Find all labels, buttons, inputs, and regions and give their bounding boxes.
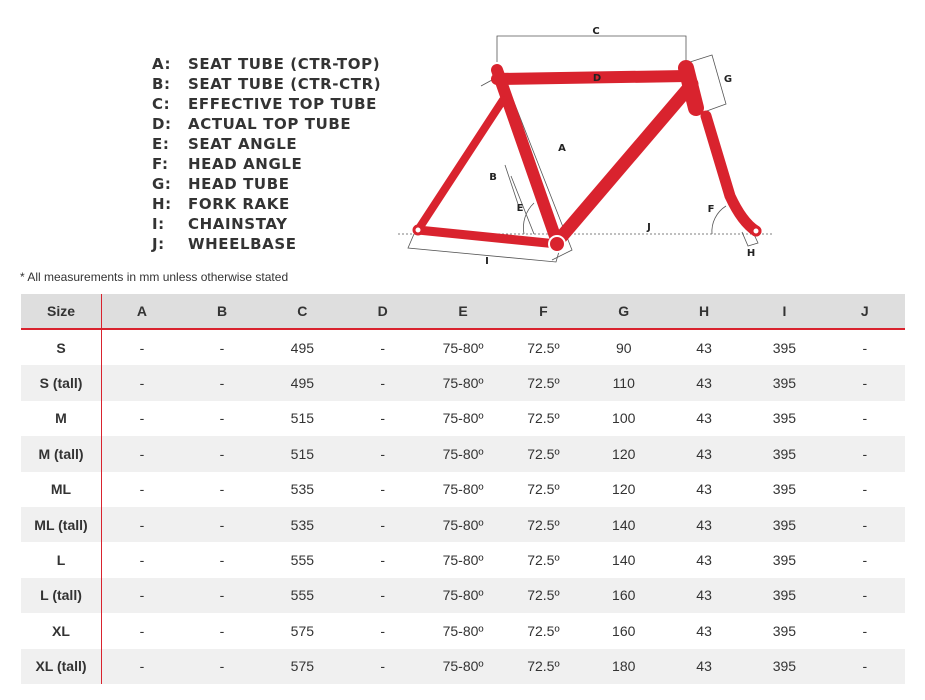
table-cell: - <box>139 481 145 498</box>
table-cell: 75-80º <box>423 649 503 684</box>
geometry-table <box>21 294 905 684</box>
table-cell: - <box>102 365 182 400</box>
legend-label: SEAT ANGLE <box>188 135 298 153</box>
legend-key: J: <box>152 235 165 253</box>
table-cell: 395 <box>744 436 824 471</box>
legend-key: B: <box>152 75 171 93</box>
table-cell: 43 <box>664 436 744 471</box>
table-cell: 495 <box>262 365 342 400</box>
table-cell: 555 <box>290 552 315 569</box>
legend-row-a <box>152 54 381 74</box>
label-g: G <box>723 74 733 85</box>
table-cell: 43 <box>696 410 712 427</box>
table-cell: 140 <box>612 552 636 569</box>
table-cell: - <box>102 507 182 542</box>
table-cell: - <box>102 436 182 471</box>
table-cell: 515 <box>262 436 342 471</box>
table-cell: - <box>862 339 868 356</box>
table-cell: - <box>825 365 905 400</box>
col-header: D <box>343 294 423 329</box>
col-header: Size <box>21 294 102 329</box>
table-cell: 43 <box>696 622 712 639</box>
col-header: F <box>503 294 583 329</box>
table-cell: 72.5º <box>503 578 583 613</box>
table-cell: - <box>343 578 423 613</box>
size-cell: L (tall) <box>21 578 102 613</box>
legend-label: ACTUAL TOP TUBE <box>188 115 352 133</box>
table-cell: 180 <box>584 649 664 684</box>
table-cell: - <box>825 649 905 684</box>
table-cell: - <box>862 410 868 427</box>
table-cell: - <box>219 339 225 356</box>
table-cell: 100 <box>612 410 636 427</box>
frame-geometry-diagram <box>395 18 785 268</box>
table-cell: - <box>219 481 225 498</box>
table-cell: 75-80º <box>442 552 484 569</box>
table-row <box>21 507 905 542</box>
table-row <box>21 649 905 684</box>
table-row <box>21 329 905 365</box>
table-row <box>21 401 905 436</box>
table-cell: 75-80º <box>423 365 503 400</box>
table-cell: - <box>219 410 225 427</box>
table-cell: - <box>380 339 386 356</box>
dimension-c-line <box>497 36 686 66</box>
table-cell: 395 <box>744 578 824 613</box>
table-cell: - <box>343 649 423 684</box>
dimension-b-line <box>505 165 518 204</box>
legend-label: HEAD ANGLE <box>188 155 303 173</box>
table-cell: - <box>182 436 262 471</box>
table-cell: 395 <box>744 365 824 400</box>
table-cell: 395 <box>772 481 797 498</box>
legend-key: G: <box>152 175 172 193</box>
table-cell: 535 <box>290 481 315 498</box>
legend-label: FORK RAKE <box>188 195 290 213</box>
legend-row-g <box>152 174 381 194</box>
legend-label: SEAT TUBE (CTR-TOP) <box>188 55 381 73</box>
table-cell: - <box>825 578 905 613</box>
table-cell: 43 <box>664 365 744 400</box>
table-cell: 395 <box>772 552 797 569</box>
col-header: E <box>423 294 503 329</box>
table-cell: 75-80º <box>442 410 484 427</box>
table-cell: - <box>182 507 262 542</box>
table-cell: 395 <box>744 649 824 684</box>
bike-frame <box>418 68 756 244</box>
legend-key: I: <box>152 215 165 233</box>
legend-key: F: <box>152 155 169 173</box>
table-cell: 43 <box>696 481 712 498</box>
seat-stay <box>418 100 503 230</box>
table-cell: 72.5º <box>527 481 560 498</box>
table-cell: - <box>825 507 905 542</box>
table-cell: - <box>182 649 262 684</box>
chain-stay <box>418 230 557 244</box>
table-row <box>21 365 905 400</box>
legend-label: CHAINSTAY <box>188 215 288 233</box>
measurement-note: * All measurements in mm unless otherwise stated <box>20 270 289 284</box>
col-header: I <box>744 294 824 329</box>
legend-label: EFFECTIVE TOP TUBE <box>188 95 377 113</box>
label-e: E <box>516 203 524 214</box>
col-header: B <box>182 294 262 329</box>
geometry-legend <box>152 54 381 254</box>
table-cell: - <box>219 622 225 639</box>
size-cell: L <box>21 542 102 577</box>
down-tube <box>557 84 692 242</box>
col-header: A <box>102 294 182 329</box>
table-cell: 575 <box>290 622 315 639</box>
table-cell: - <box>343 436 423 471</box>
table-cell: 575 <box>262 649 342 684</box>
table-cell: 160 <box>612 622 636 639</box>
table-cell: 72.5º <box>503 507 583 542</box>
table-row <box>21 578 905 613</box>
table-cell: 75-80º <box>442 339 484 356</box>
table-cell: - <box>102 649 182 684</box>
table-cell: 75-80º <box>423 578 503 613</box>
table-row <box>21 613 905 648</box>
table-cell: 140 <box>584 507 664 542</box>
legend-key: D: <box>152 115 172 133</box>
size-cell: XL <box>21 613 102 648</box>
table-cell: - <box>182 365 262 400</box>
table-cell: - <box>862 481 868 498</box>
table-cell: 535 <box>262 507 342 542</box>
size-cell: XL (tall) <box>21 649 102 684</box>
label-i: I <box>485 256 489 267</box>
legend-key: H: <box>152 195 172 213</box>
table-cell: 515 <box>290 410 315 427</box>
table-cell: 395 <box>772 339 797 356</box>
table-cell: 72.5º <box>527 622 560 639</box>
table-cell: - <box>380 622 386 639</box>
table-cell: 72.5º <box>527 339 560 356</box>
table-cell: - <box>139 339 145 356</box>
table-cell: - <box>380 481 386 498</box>
table-cell: 120 <box>612 481 636 498</box>
label-c: C <box>592 26 600 37</box>
table-cell: 43 <box>664 649 744 684</box>
legend-row-b <box>152 74 381 94</box>
table-cell: - <box>862 622 868 639</box>
table-cell: 555 <box>262 578 342 613</box>
col-header: C <box>262 294 342 329</box>
legend-row-c <box>152 94 381 114</box>
col-header: G <box>584 294 664 329</box>
col-header: H <box>664 294 744 329</box>
table-cell: 75-80º <box>423 507 503 542</box>
legend-row-j <box>152 234 381 254</box>
table-cell: 72.5º <box>503 365 583 400</box>
table-cell: - <box>862 552 868 569</box>
table-row <box>21 542 905 577</box>
label-a: A <box>558 143 566 154</box>
table-header-row <box>21 294 905 329</box>
table-cell: 75-80º <box>442 622 484 639</box>
legend-row-f <box>152 154 381 174</box>
table-cell: 75-80º <box>442 481 484 498</box>
col-header: J <box>825 294 905 329</box>
table-cell: 72.5º <box>527 410 560 427</box>
bottom-bracket <box>549 236 565 252</box>
table-cell: 90 <box>615 339 632 356</box>
size-cell: M (tall) <box>21 436 102 471</box>
legend-row-d <box>152 114 381 134</box>
legend-label: SEAT TUBE (CTR-CTR) <box>188 75 382 93</box>
rear-dropout <box>414 226 422 234</box>
table-cell: - <box>139 410 145 427</box>
label-f: F <box>707 204 715 215</box>
table-cell: 395 <box>772 622 797 639</box>
table-cell: - <box>380 552 386 569</box>
table-cell: - <box>380 410 386 427</box>
legend-key: A: <box>152 55 172 73</box>
legend-label: WHEELBASE <box>188 235 297 253</box>
table-row <box>21 436 905 471</box>
table-cell: - <box>102 578 182 613</box>
legend-row-i <box>152 214 381 234</box>
table-cell: 395 <box>744 507 824 542</box>
table-cell: 43 <box>664 578 744 613</box>
table-cell: 75-80º <box>423 436 503 471</box>
table-cell: 72.5º <box>527 552 560 569</box>
head-tube <box>686 68 696 108</box>
legend-row-h <box>152 194 381 214</box>
label-b: B <box>489 172 497 183</box>
legend-key: C: <box>152 95 171 113</box>
table-cell: - <box>139 552 145 569</box>
table-cell: - <box>139 622 145 639</box>
table-cell: 110 <box>584 365 664 400</box>
legend-key: E: <box>152 135 170 153</box>
table-cell: 72.5º <box>503 436 583 471</box>
size-cell: S <box>21 329 102 365</box>
legend-row-e <box>152 134 381 154</box>
size-cell: M <box>21 401 102 436</box>
table-cell: 43 <box>664 507 744 542</box>
label-d: D <box>592 73 602 84</box>
table-cell: 72.5º <box>503 649 583 684</box>
table-row <box>21 472 905 507</box>
table-cell: - <box>343 507 423 542</box>
label-h: H <box>746 248 756 259</box>
size-cell: ML (tall) <box>21 507 102 542</box>
label-j: J <box>647 222 651 233</box>
table-cell: - <box>343 365 423 400</box>
fork-dropout <box>752 227 760 235</box>
table-cell: 160 <box>584 578 664 613</box>
size-cell: S (tall) <box>21 365 102 400</box>
table-cell: 495 <box>290 339 315 356</box>
table-cell: - <box>182 578 262 613</box>
table-cell: - <box>219 552 225 569</box>
table-cell: 43 <box>696 552 712 569</box>
table-cell: 395 <box>772 410 797 427</box>
table-cell: 120 <box>584 436 664 471</box>
size-cell: ML <box>21 472 102 507</box>
table-cell: - <box>825 436 905 471</box>
table-cell: 43 <box>696 339 712 356</box>
legend-label: HEAD TUBE <box>188 175 290 193</box>
